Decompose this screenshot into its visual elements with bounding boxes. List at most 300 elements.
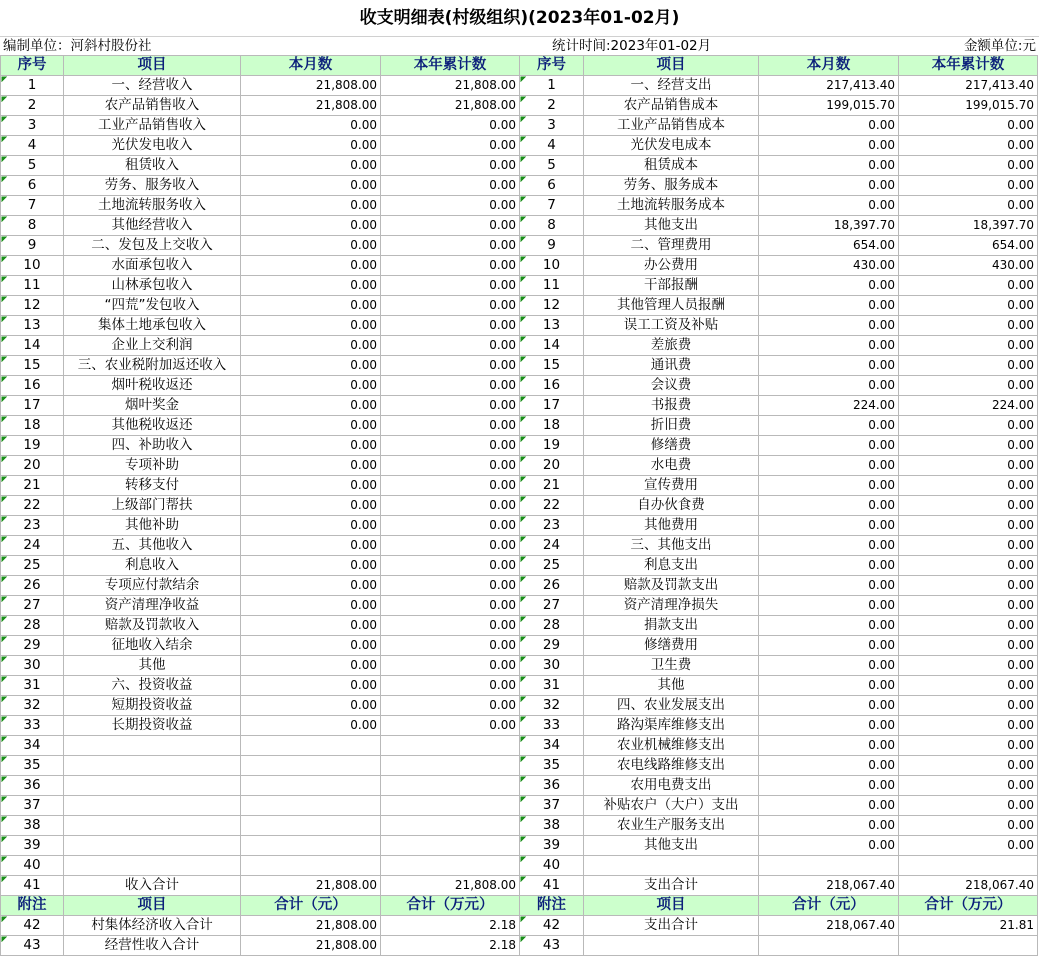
expense-month-cell: 0.00 xyxy=(759,156,899,176)
expense-item-cell: 卫生费 xyxy=(584,656,759,676)
income-seq-cell: 30 xyxy=(1,656,64,676)
income-item-cell: 烟叶奖金 xyxy=(64,396,241,416)
expense-seq-cell: 2 xyxy=(520,96,584,116)
income-ytd-cell: 21,808.00 xyxy=(381,76,520,96)
expense-month-cell: 18,397.70 xyxy=(759,216,899,236)
expense-ytd-cell: 0.00 xyxy=(899,496,1038,516)
expense-month-cell: 199,015.70 xyxy=(759,96,899,116)
expense-seq-cell: 28 xyxy=(520,616,584,636)
income-month-cell: 0.00 xyxy=(241,636,381,656)
expense-seq-cell: 4 xyxy=(520,136,584,156)
expense-item-cell: 路沟渠库维修支出 xyxy=(584,716,759,736)
expense-item-cell: 其他支出 xyxy=(584,216,759,236)
income-seq-cell: 4 xyxy=(1,136,64,156)
table-row xyxy=(1,156,1038,176)
expense-seq-cell: 8 xyxy=(520,216,584,236)
expense-month-cell: 0.00 xyxy=(759,816,899,836)
table-row xyxy=(1,436,1038,456)
income-seq-cell: 11 xyxy=(1,276,64,296)
income-seq-cell: 35 xyxy=(1,756,64,776)
table-row xyxy=(1,936,1038,956)
expense-item-cell: 光伏发电成本 xyxy=(584,136,759,156)
income-item-cell xyxy=(64,756,241,776)
income-item-cell: 上级部门帮扶 xyxy=(64,496,241,516)
expense-ytd-cell: 0.00 xyxy=(899,656,1038,676)
table-row xyxy=(1,416,1038,436)
income-month-cell: 0.00 xyxy=(241,576,381,596)
table-row xyxy=(1,276,1038,296)
column-header: 项目 xyxy=(64,56,241,76)
income-item-cell: 专项应付款结余 xyxy=(64,576,241,596)
income-month-cell xyxy=(241,816,381,836)
expense-item-cell: 办公费用 xyxy=(584,256,759,276)
income-item-cell: 经营性收入合计 xyxy=(64,936,241,956)
expense-item-cell: 其他费用 xyxy=(584,516,759,536)
table-row xyxy=(1,736,1038,756)
income-ytd-cell: 21,808.00 xyxy=(381,876,520,896)
income-seq-cell: 20 xyxy=(1,456,64,476)
income-seq-cell: 24 xyxy=(1,536,64,556)
column-header: 本月数 xyxy=(241,56,381,76)
expense-item-cell: 赔款及罚款支出 xyxy=(584,576,759,596)
table-row xyxy=(1,636,1038,656)
expense-ytd-cell: 199,015.70 xyxy=(899,96,1038,116)
income-seq-cell: 15 xyxy=(1,356,64,376)
expense-seq-cell: 33 xyxy=(520,716,584,736)
income-item-cell xyxy=(64,836,241,856)
table-row xyxy=(1,516,1038,536)
income-item-cell: 收入合计 xyxy=(64,876,241,896)
column-header: 本年累计数 xyxy=(381,56,520,76)
income-month-cell xyxy=(241,756,381,776)
income-ytd-cell: 0.00 xyxy=(381,276,520,296)
expense-month-cell: 0.00 xyxy=(759,436,899,456)
table-row xyxy=(1,216,1038,236)
income-seq-cell: 7 xyxy=(1,196,64,216)
income-ytd-cell xyxy=(381,776,520,796)
table-row xyxy=(1,76,1038,96)
table-row xyxy=(1,796,1038,816)
income-seq-cell: 13 xyxy=(1,316,64,336)
expense-seq-cell: 34 xyxy=(520,736,584,756)
column-header: 项目 xyxy=(584,56,759,76)
expense-item-cell: 一、经营支出 xyxy=(584,76,759,96)
income-item-cell: 五、其他收入 xyxy=(64,536,241,556)
income-seq-cell: 37 xyxy=(1,796,64,816)
expense-month-cell: 0.00 xyxy=(759,756,899,776)
income-seq-cell: 3 xyxy=(1,116,64,136)
expense-item-cell: 土地流转服务成本 xyxy=(584,196,759,216)
income-ytd-cell: 0.00 xyxy=(381,176,520,196)
expense-ytd-cell: 0.00 xyxy=(899,736,1038,756)
expense-seq-cell: 32 xyxy=(520,696,584,716)
expense-seq-cell: 13 xyxy=(520,316,584,336)
expense-month-cell xyxy=(759,856,899,876)
expense-ytd-cell: 0.00 xyxy=(899,596,1038,616)
expense-month-cell: 0.00 xyxy=(759,296,899,316)
statistics-period: 统计时间:2023年01-02月 xyxy=(552,38,712,54)
income-ytd-cell: 0.00 xyxy=(381,236,520,256)
expense-ytd-cell: 0.00 xyxy=(899,136,1038,156)
income-month-cell: 0.00 xyxy=(241,236,381,256)
expense-ytd-cell: 0.00 xyxy=(899,276,1038,296)
income-item-cell: 赔款及罚款收入 xyxy=(64,616,241,636)
income-seq-cell: 19 xyxy=(1,436,64,456)
table-row xyxy=(1,596,1038,616)
expense-seq-cell: 39 xyxy=(520,836,584,856)
income-month-cell: 0.00 xyxy=(241,416,381,436)
column-header: 序号 xyxy=(1,56,64,76)
table-row xyxy=(1,476,1038,496)
expense-seq-cell: 25 xyxy=(520,556,584,576)
expense-ytd-cell: 0.00 xyxy=(899,776,1038,796)
expense-item-cell: 误工工资及补贴 xyxy=(584,316,759,336)
expense-item-cell: 三、其他支出 xyxy=(584,536,759,556)
expense-seq-cell: 11 xyxy=(520,276,584,296)
income-ytd-cell: 0.00 xyxy=(381,196,520,216)
income-item-cell: 劳务、服务收入 xyxy=(64,176,241,196)
income-month-cell: 0.00 xyxy=(241,116,381,136)
income-seq-cell: 16 xyxy=(1,376,64,396)
income-item-cell: 土地流转服务收入 xyxy=(64,196,241,216)
expense-month-cell: 0.00 xyxy=(759,496,899,516)
income-item-cell: 长期投资收益 xyxy=(64,716,241,736)
expense-ytd-cell: 0.00 xyxy=(899,156,1038,176)
expense-seq-cell: 12 xyxy=(520,296,584,316)
income-month-cell: 0.00 xyxy=(241,516,381,536)
income-seq-cell: 22 xyxy=(1,496,64,516)
expense-seq-cell: 42 xyxy=(520,916,584,936)
expense-seq-cell: 5 xyxy=(520,156,584,176)
income-seq-cell: 39 xyxy=(1,836,64,856)
column-header: 合计（元） xyxy=(241,896,381,916)
table-row xyxy=(1,136,1038,156)
page-title: 收支明细表(村级组织)(2023年01-02月) xyxy=(359,8,680,28)
income-seq-cell: 32 xyxy=(1,696,64,716)
income-month-cell: 0.00 xyxy=(241,696,381,716)
income-month-cell: 0.00 xyxy=(241,596,381,616)
expense-seq-cell: 38 xyxy=(520,816,584,836)
income-expense-table xyxy=(0,55,1038,956)
income-month-cell: 0.00 xyxy=(241,216,381,236)
expense-month-cell: 0.00 xyxy=(759,636,899,656)
expense-seq-cell: 30 xyxy=(520,656,584,676)
expense-ytd-cell: 0.00 xyxy=(899,696,1038,716)
income-month-cell: 0.00 xyxy=(241,616,381,636)
expense-seq-cell: 6 xyxy=(520,176,584,196)
income-item-cell xyxy=(64,816,241,836)
income-ytd-cell: 0.00 xyxy=(381,116,520,136)
income-month-cell: 0.00 xyxy=(241,336,381,356)
expense-item-cell: 其他管理人员报酬 xyxy=(584,296,759,316)
column-header: 合计（元） xyxy=(759,896,899,916)
expense-item-cell: 其他支出 xyxy=(584,836,759,856)
income-ytd-cell: 21,808.00 xyxy=(381,96,520,116)
expense-ytd-cell: 0.00 xyxy=(899,176,1038,196)
expense-item-cell xyxy=(584,936,759,956)
expense-item-cell: 农业生产服务支出 xyxy=(584,816,759,836)
expense-month-cell: 0.00 xyxy=(759,356,899,376)
expense-item-cell xyxy=(584,856,759,876)
income-item-cell: 企业上交利润 xyxy=(64,336,241,356)
expense-item-cell: 书报费 xyxy=(584,396,759,416)
income-ytd-cell: 0.00 xyxy=(381,256,520,276)
table-row xyxy=(1,816,1038,836)
expense-item-cell: 其他 xyxy=(584,676,759,696)
income-month-cell: 0.00 xyxy=(241,536,381,556)
table-row xyxy=(1,696,1038,716)
expense-month-cell: 217,413.40 xyxy=(759,76,899,96)
table-row xyxy=(1,176,1038,196)
expense-seq-cell: 16 xyxy=(520,376,584,396)
income-seq-cell: 26 xyxy=(1,576,64,596)
income-item-cell: 烟叶税收返还 xyxy=(64,376,241,396)
income-item-cell: 短期投资收益 xyxy=(64,696,241,716)
expense-ytd-cell: 218,067.40 xyxy=(899,876,1038,896)
expense-month-cell: 0.00 xyxy=(759,836,899,856)
income-ytd-cell: 0.00 xyxy=(381,216,520,236)
expense-ytd-cell: 224.00 xyxy=(899,396,1038,416)
income-seq-cell: 2 xyxy=(1,96,64,116)
column-header: 附注 xyxy=(520,896,584,916)
table-row xyxy=(1,256,1038,276)
income-ytd-cell xyxy=(381,856,520,876)
income-seq-cell: 17 xyxy=(1,396,64,416)
expense-ytd-cell: 430.00 xyxy=(899,256,1038,276)
expense-item-cell: 捐款支出 xyxy=(584,616,759,636)
income-month-cell xyxy=(241,776,381,796)
income-ytd-cell: 0.00 xyxy=(381,336,520,356)
income-seq-cell: 23 xyxy=(1,516,64,536)
expense-month-cell: 0.00 xyxy=(759,736,899,756)
expense-ytd-cell: 0.00 xyxy=(899,636,1038,656)
income-ytd-cell: 0.00 xyxy=(381,136,520,156)
expense-ytd-cell: 0.00 xyxy=(899,816,1038,836)
income-month-cell: 21,808.00 xyxy=(241,916,381,936)
expense-seq-cell: 35 xyxy=(520,756,584,776)
column-header: 合计（万元） xyxy=(381,896,520,916)
expense-seq-cell: 9 xyxy=(520,236,584,256)
income-item-cell xyxy=(64,736,241,756)
income-month-cell xyxy=(241,796,381,816)
column-header: 本年累计数 xyxy=(899,56,1038,76)
income-month-cell: 0.00 xyxy=(241,716,381,736)
expense-month-cell: 654.00 xyxy=(759,236,899,256)
expense-seq-cell: 29 xyxy=(520,636,584,656)
expense-seq-cell: 43 xyxy=(520,936,584,956)
expense-month-cell: 0.00 xyxy=(759,516,899,536)
expense-item-cell: 农业机械维修支出 xyxy=(584,736,759,756)
expense-seq-cell: 21 xyxy=(520,476,584,496)
income-seq-cell: 36 xyxy=(1,776,64,796)
column-header: 合计（万元） xyxy=(899,896,1038,916)
income-month-cell: 0.00 xyxy=(241,456,381,476)
income-item-cell: 村集体经济收入合计 xyxy=(64,916,241,936)
expense-month-cell: 0.00 xyxy=(759,376,899,396)
income-item-cell: 农产品销售收入 xyxy=(64,96,241,116)
income-item-cell: 租赁收入 xyxy=(64,156,241,176)
expense-ytd-cell: 217,413.40 xyxy=(899,76,1038,96)
income-item-cell: 六、投资收益 xyxy=(64,676,241,696)
table-row xyxy=(1,676,1038,696)
expense-seq-cell: 31 xyxy=(520,676,584,696)
income-seq-cell: 9 xyxy=(1,236,64,256)
expense-month-cell: 0.00 xyxy=(759,176,899,196)
income-month-cell: 0.00 xyxy=(241,436,381,456)
expense-month-cell: 0.00 xyxy=(759,536,899,556)
income-month-cell: 0.00 xyxy=(241,316,381,336)
income-ytd-cell: 0.00 xyxy=(381,576,520,596)
income-item-cell xyxy=(64,776,241,796)
income-seq-cell: 29 xyxy=(1,636,64,656)
income-seq-cell: 40 xyxy=(1,856,64,876)
income-ytd-cell: 0.00 xyxy=(381,316,520,336)
expense-item-cell: 支出合计 xyxy=(584,876,759,896)
income-ytd-cell: 0.00 xyxy=(381,496,520,516)
income-month-cell: 0.00 xyxy=(241,176,381,196)
expense-seq-cell: 41 xyxy=(520,876,584,896)
income-seq-cell: 41 xyxy=(1,876,64,896)
income-ytd-cell: 0.00 xyxy=(381,596,520,616)
expense-seq-cell: 22 xyxy=(520,496,584,516)
table-row xyxy=(1,776,1038,796)
income-seq-cell: 14 xyxy=(1,336,64,356)
income-seq-cell: 8 xyxy=(1,216,64,236)
expense-month-cell: 0.00 xyxy=(759,576,899,596)
income-item-cell: 其他补助 xyxy=(64,516,241,536)
income-ytd-cell xyxy=(381,756,520,776)
expense-month-cell: 0.00 xyxy=(759,616,899,636)
expense-ytd-cell: 0.00 xyxy=(899,416,1038,436)
expense-month-cell: 0.00 xyxy=(759,656,899,676)
expense-seq-cell: 3 xyxy=(520,116,584,136)
expense-month-cell: 0.00 xyxy=(759,416,899,436)
expense-seq-cell: 14 xyxy=(520,336,584,356)
expense-ytd-cell: 0.00 xyxy=(899,536,1038,556)
income-month-cell: 21,808.00 xyxy=(241,876,381,896)
expense-ytd-cell: 18,397.70 xyxy=(899,216,1038,236)
expense-item-cell: 补贴农户（大户）支出 xyxy=(584,796,759,816)
expense-month-cell: 224.00 xyxy=(759,396,899,416)
income-seq-cell: 6 xyxy=(1,176,64,196)
expense-month-cell: 0.00 xyxy=(759,556,899,576)
table-row xyxy=(1,236,1038,256)
income-item-cell: 工业产品销售收入 xyxy=(64,116,241,136)
table-row xyxy=(1,456,1038,476)
expense-ytd-cell: 0.00 xyxy=(899,616,1038,636)
expense-month-cell: 0.00 xyxy=(759,676,899,696)
expense-item-cell: 修缮费用 xyxy=(584,636,759,656)
expense-item-cell: 工业产品销售成本 xyxy=(584,116,759,136)
expense-item-cell: 农产品销售成本 xyxy=(584,96,759,116)
income-item-cell: 二、发包及上交收入 xyxy=(64,236,241,256)
expense-ytd-cell: 0.00 xyxy=(899,556,1038,576)
income-item-cell: 转移支付 xyxy=(64,476,241,496)
expense-item-cell: 干部报酬 xyxy=(584,276,759,296)
income-seq-cell: 42 xyxy=(1,916,64,936)
table-row xyxy=(1,856,1038,876)
income-ytd-cell xyxy=(381,816,520,836)
income-month-cell: 21,808.00 xyxy=(241,76,381,96)
expense-seq-cell: 40 xyxy=(520,856,584,876)
expense-item-cell: 利息支出 xyxy=(584,556,759,576)
expense-ytd-cell: 0.00 xyxy=(899,196,1038,216)
table-row xyxy=(1,836,1038,856)
income-month-cell xyxy=(241,856,381,876)
income-ytd-cell: 0.00 xyxy=(381,676,520,696)
table-row xyxy=(1,336,1038,356)
income-seq-cell: 1 xyxy=(1,76,64,96)
expense-ytd-cell: 0.00 xyxy=(899,436,1038,456)
income-month-cell: 0.00 xyxy=(241,396,381,416)
expense-month-cell xyxy=(759,936,899,956)
income-ytd-cell: 0.00 xyxy=(381,636,520,656)
income-month-cell: 0.00 xyxy=(241,556,381,576)
report-meta xyxy=(0,36,1039,56)
expense-seq-cell: 24 xyxy=(520,536,584,556)
income-month-cell: 21,808.00 xyxy=(241,96,381,116)
income-ytd-cell: 0.00 xyxy=(381,376,520,396)
income-seq-cell: 21 xyxy=(1,476,64,496)
expense-item-cell: 资产清理净损失 xyxy=(584,596,759,616)
income-item-cell: 其他税收返还 xyxy=(64,416,241,436)
income-item-cell: 水面承包收入 xyxy=(64,256,241,276)
income-month-cell: 0.00 xyxy=(241,496,381,516)
income-item-cell: 其他 xyxy=(64,656,241,676)
expense-month-cell: 430.00 xyxy=(759,256,899,276)
expense-ytd-cell xyxy=(899,936,1038,956)
expense-ytd-cell: 0.00 xyxy=(899,456,1038,476)
expense-month-cell: 0.00 xyxy=(759,136,899,156)
compiling-unit: 编制单位：河斜村股份社 xyxy=(3,38,152,54)
expense-ytd-cell: 0.00 xyxy=(899,296,1038,316)
table-row xyxy=(1,356,1038,376)
expense-month-cell: 0.00 xyxy=(759,596,899,616)
expense-ytd-cell: 0.00 xyxy=(899,716,1038,736)
table-row xyxy=(1,576,1038,596)
expense-ytd-cell: 0.00 xyxy=(899,756,1038,776)
expense-item-cell: 修缮费 xyxy=(584,436,759,456)
income-month-cell xyxy=(241,736,381,756)
expense-item-cell: 自办伙食费 xyxy=(584,496,759,516)
expense-item-cell: 差旅费 xyxy=(584,336,759,356)
expense-item-cell: 通讯费 xyxy=(584,356,759,376)
expense-ytd-cell: 654.00 xyxy=(899,236,1038,256)
expense-month-cell: 0.00 xyxy=(759,716,899,736)
footer-header-row xyxy=(1,896,1038,916)
expense-ytd-cell xyxy=(899,856,1038,876)
income-seq-cell: 18 xyxy=(1,416,64,436)
expense-item-cell: 会议费 xyxy=(584,376,759,396)
table-row xyxy=(1,916,1038,936)
expense-item-cell: 农电线路维修支出 xyxy=(584,756,759,776)
income-item-cell: 光伏发电收入 xyxy=(64,136,241,156)
table-row xyxy=(1,536,1038,556)
income-seq-cell: 27 xyxy=(1,596,64,616)
table-row xyxy=(1,656,1038,676)
income-ytd-cell xyxy=(381,796,520,816)
income-ytd-cell: 2.18 xyxy=(381,936,520,956)
table-row xyxy=(1,716,1038,736)
table-row xyxy=(1,616,1038,636)
income-item-cell: 四、补助收入 xyxy=(64,436,241,456)
income-seq-cell: 5 xyxy=(1,156,64,176)
expense-seq-cell: 27 xyxy=(520,596,584,616)
income-seq-cell: 33 xyxy=(1,716,64,736)
expense-seq-cell: 36 xyxy=(520,776,584,796)
income-seq-cell: 25 xyxy=(1,556,64,576)
income-item-cell: 利息收入 xyxy=(64,556,241,576)
